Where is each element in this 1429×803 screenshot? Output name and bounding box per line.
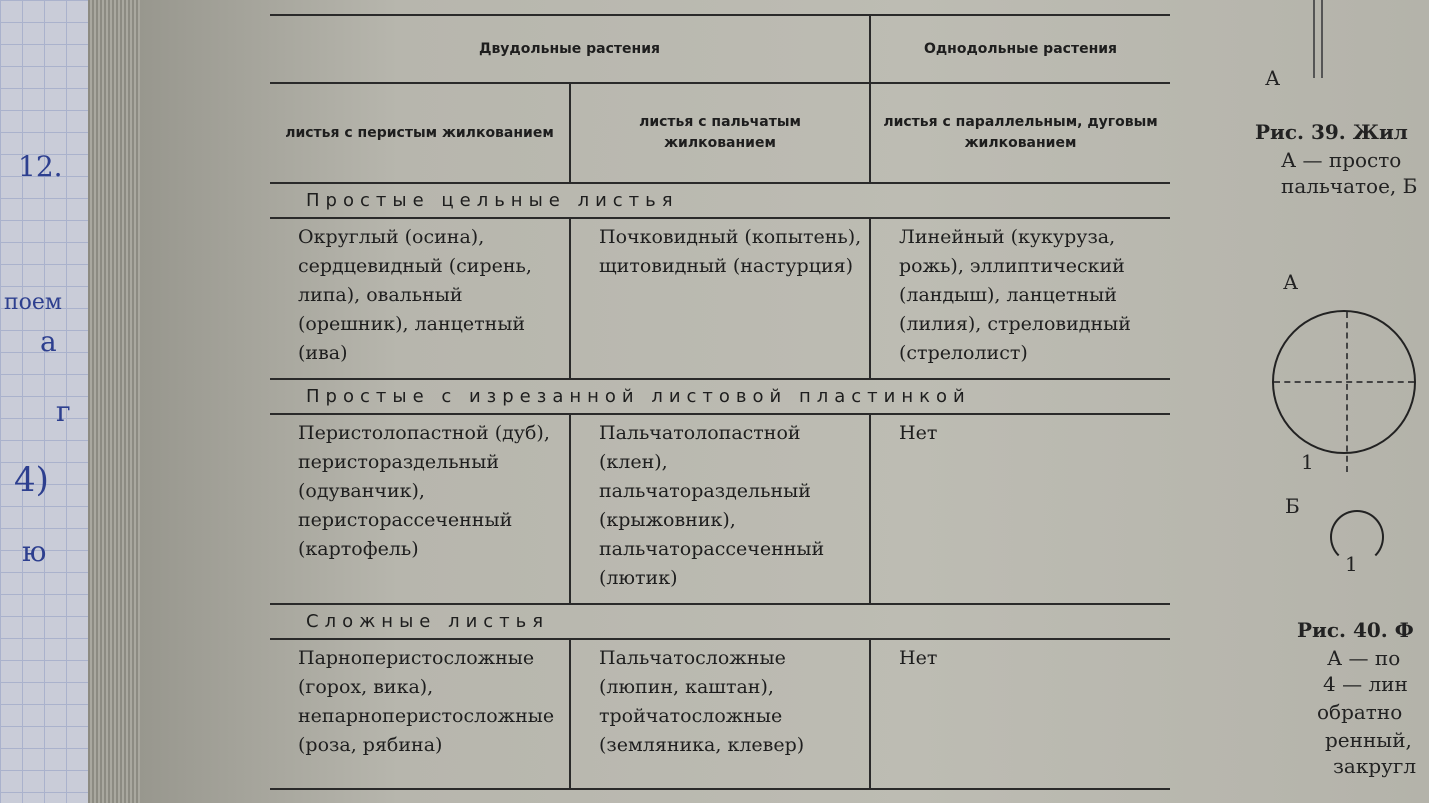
cell-lobed-pinnate: Перистолопастной (дуб), перистораздельный (одуванчик), перисторассеченный (картофель) [270,414,570,604]
dashed-horizontal-axis [1274,381,1414,383]
header-parallel: листья с параллельным, дуговым жилкованием [870,83,1170,183]
handwriting-a: а [40,325,57,358]
handwriting-4: 4) [14,460,49,500]
leaf-outline-arc [1330,510,1384,564]
section-title-compound: Сложные листья [270,604,1170,639]
figure-40-line4: ренный, [1325,728,1412,752]
handwriting-12: 12. [18,150,63,183]
handwriting-g: г [56,395,71,428]
figure-39-line1: А — просто [1281,148,1402,172]
figure-40-line3: обратно [1317,700,1403,724]
figure-39-line2: пальчатое, Б [1281,174,1418,198]
book-page-edge [88,0,148,803]
figure-40-line5: закругл [1333,754,1417,778]
figure-39-title: Рис. 39. Жил [1255,120,1408,144]
header-pinnate: листья с перистым жилкованием [270,83,570,183]
figure-40-label-1b: 1 [1345,552,1358,576]
cell-lobed-palmate: Пальчатолопастной (клен), пальчатораздельный (крыжовник), пальчаторассеченный (лютик) [570,414,870,604]
leaf-classification-table [270,14,1170,790]
handwriting-yu: ю [22,535,47,568]
figure-40-label-b: Б [1285,494,1300,518]
handwriting-poem: поем [4,290,63,315]
cell-compound-palmate: Пальчатосложные (люпин, каштан), тройчатосложные (земляника, клевер) [570,639,870,789]
figure-40-label-a: А [1283,270,1299,294]
figure-40-line1: А — по [1327,646,1401,670]
cell-compound-parallel: Нет [870,639,1170,789]
cell-lobed-parallel: Нет [870,414,1170,604]
leaf-outline-circle [1272,310,1416,454]
header-palmate: листья с пальчатым жилкованием [570,83,870,183]
section-title-simple-lobed: Простые с изрезанной листовой пластинкой [270,379,1170,414]
cell-compound-pinnate: Парноперистосложные (горох, вика), непарноперистосложные (роза, рябина) [270,639,570,789]
header-dicot: Двудольные растения [270,15,870,83]
section-title-simple-entire: Простые цельные листья [270,183,1170,218]
dashed-vertical-axis [1346,312,1348,472]
figure-40-label-1a: 1 [1301,450,1314,474]
figure-40-title: Рис. 40. Ф [1297,618,1414,642]
notebook-paper [0,0,92,803]
cell-simple-entire-pinnate: Округлый (осина), сердцевидный (сирень, липа), овальный (орешник), ланцетный (ива) [270,218,570,379]
header-monocot: Однодольные растения [870,15,1170,83]
cell-simple-entire-parallel: Линейный (кукуруза, рожь), эллиптический (ландыш), ланцетный (лилия), стреловидный (стрелолист) [870,218,1170,379]
figure-label-a-top: А [1265,66,1281,90]
cell-simple-entire-palmate: Почковидный (копытень), щитовидный (настурция) [570,218,870,379]
figure-40-line2: 4 — лин [1323,672,1408,696]
